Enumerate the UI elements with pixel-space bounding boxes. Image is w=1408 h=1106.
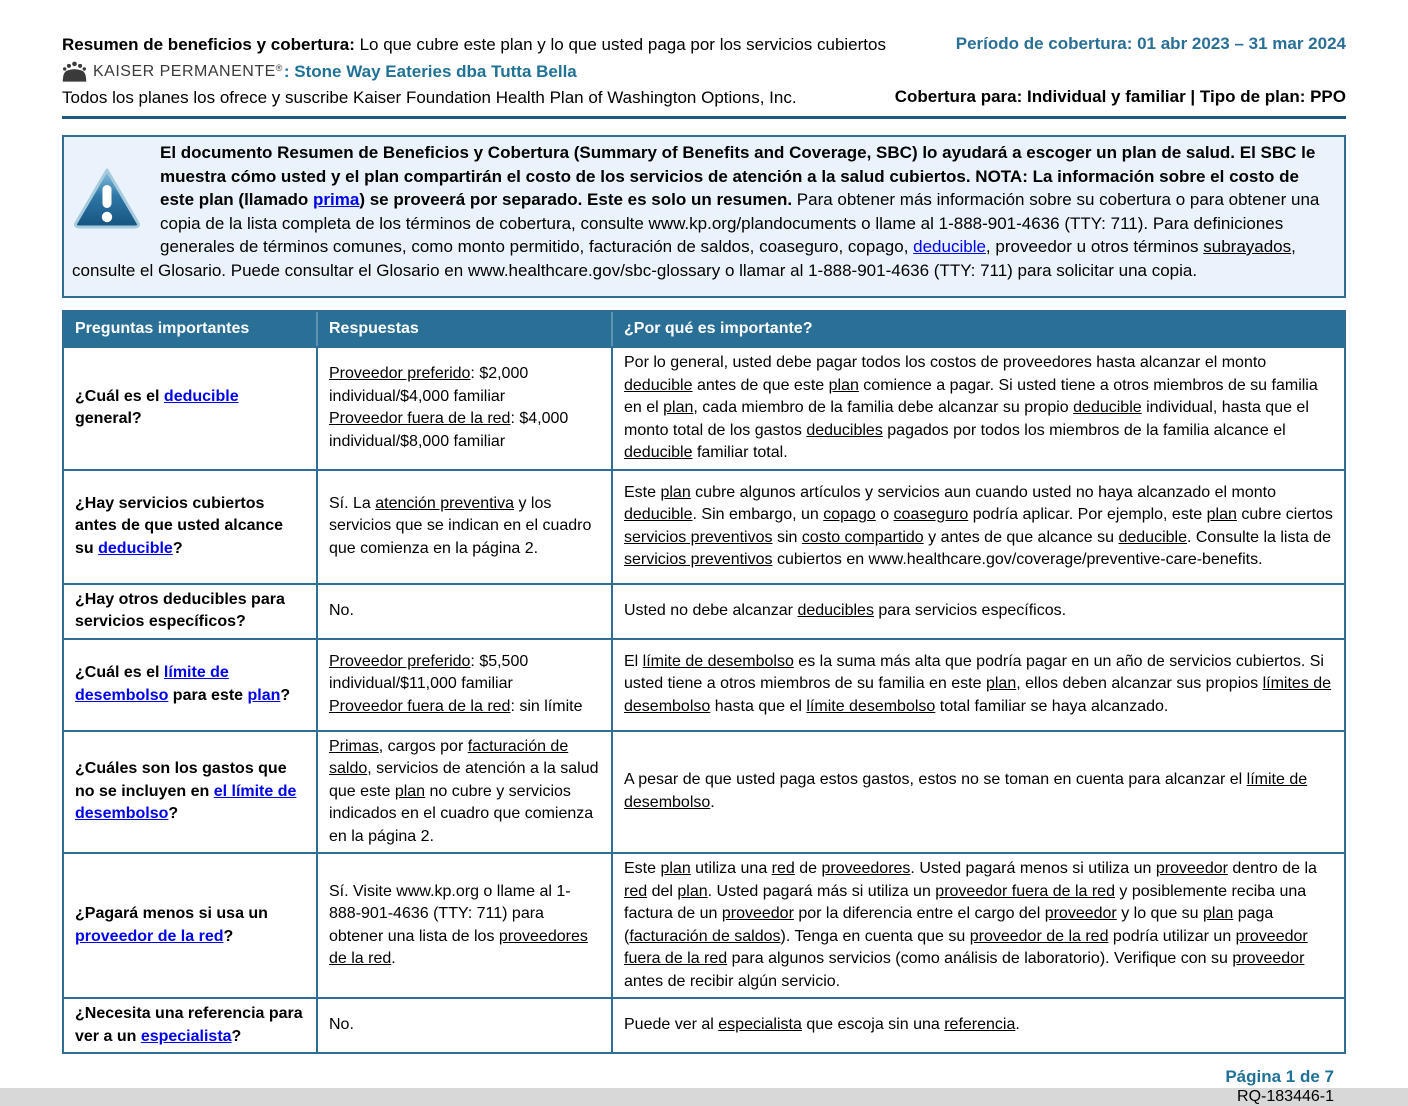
text-segment: facturación de saldo bbox=[329, 737, 569, 777]
text-segment: o bbox=[875, 506, 894, 523]
question-cell bbox=[64, 999, 318, 1052]
glossary-link[interactable]: prima bbox=[313, 190, 360, 209]
text-segment: ¿Cuál es el bbox=[75, 664, 164, 681]
text-segment: para algunos servicios (como análisis de laboratorio). Verifique con su bbox=[727, 950, 1233, 967]
text-segment: cubiertos en www.healthcare.gov/coverage/preventive-care-benefits. bbox=[772, 551, 1263, 568]
header-left bbox=[62, 34, 895, 109]
text-segment: proveedor bbox=[1232, 950, 1305, 967]
text-segment: plan bbox=[660, 860, 691, 877]
text-segment: plan bbox=[828, 376, 859, 394]
column-header-answers: Respuestas bbox=[318, 312, 613, 346]
text-segment: proveedor bbox=[1155, 860, 1228, 877]
text-segment: proveedor de la red bbox=[969, 927, 1109, 945]
answer-cell bbox=[318, 999, 613, 1052]
text-segment: y posiblemente reciba una factura de un bbox=[624, 882, 1307, 922]
text-segment: utiliza una bbox=[690, 860, 772, 877]
text-segment: ¿Cuál es el bbox=[75, 387, 164, 405]
text-segment: ? bbox=[280, 686, 291, 704]
text-segment: Proveedor preferido bbox=[329, 365, 471, 383]
text-segment: plan bbox=[1206, 506, 1237, 523]
table-row bbox=[64, 997, 1344, 1052]
glossary-link[interactable]: límite de desembolso bbox=[75, 664, 229, 704]
text-segment: pagados por todos los miembros de la familia alcance el bbox=[882, 421, 1286, 439]
text-segment: , ellos deben alcanzar sus propios bbox=[1016, 675, 1263, 693]
text-segment: plan bbox=[394, 782, 426, 800]
text-segment: : $5,500 individual/$11,000 familiar bbox=[329, 652, 529, 693]
table-row bbox=[64, 583, 1344, 638]
text-segment: individual, hasta que el monto total de los gastos bbox=[624, 399, 1309, 439]
question-cell bbox=[64, 585, 318, 638]
text-segment: plan bbox=[663, 399, 694, 416]
text-segment: límite desembolso bbox=[806, 697, 936, 715]
answer-cell bbox=[318, 471, 613, 583]
text-segment: proveedor bbox=[1044, 905, 1117, 922]
text-segment: ? bbox=[172, 539, 183, 557]
text-segment: proveedores bbox=[821, 860, 911, 877]
intro-box bbox=[62, 135, 1346, 298]
text-segment: . Consulte la lista de bbox=[1186, 528, 1332, 546]
why-cell bbox=[613, 854, 1344, 997]
text-segment: Para obtener más información sobre su cobertura o para obtener una copia de la lista completa de los términos de cobertura, consulte www.kp.org/plandocuments o llame al 1-888-901-4636 (TTY: 711). Para definiciones generales de términos comunes, como monto permitido, facturación de saldos, coaseguro, copago, bbox=[160, 190, 1320, 256]
text-segment: deducibles bbox=[806, 421, 883, 439]
text-segment: es la suma más alta que podría pagar en un año de servicios cubiertos. Si usted tiene a otros miembros de su familia en este bbox=[624, 652, 1324, 693]
text-segment: para este bbox=[168, 686, 248, 704]
text-segment: plan bbox=[985, 675, 1017, 693]
text-segment: proveedor bbox=[721, 905, 794, 922]
important-questions-table bbox=[62, 310, 1346, 1054]
text-segment: deducible bbox=[624, 506, 693, 523]
text-segment: y antes de que alcance su bbox=[923, 528, 1119, 546]
text-segment: , consulte el Glosario. Puede consultar el Glosario en www.healthcare.gov/sbc-glossary o llamar al 1-888-901-4636 (TTY: 711) para solicitar una copia. bbox=[72, 237, 1296, 280]
text-segment: Este bbox=[624, 483, 661, 501]
text-segment: Proveedor preferido bbox=[329, 652, 471, 670]
text-segment: Sí. La bbox=[329, 494, 376, 512]
glossary-link[interactable]: proveedor de la red bbox=[75, 927, 224, 945]
kaiser-permanente-logo-icon bbox=[62, 61, 87, 83]
text-segment: cubre algunos artículos y servicios aun cuando usted no haya alcanzado el monto bbox=[690, 483, 1276, 501]
question-cell bbox=[64, 471, 318, 583]
text-segment: ? bbox=[223, 927, 234, 945]
text-segment: . Usted pagará menos si utiliza un bbox=[910, 860, 1156, 877]
text-segment: ¿Pagará menos si usa un bbox=[75, 905, 268, 922]
text-segment: del bbox=[647, 882, 678, 900]
text-segment: ¿Hay servicios cubiertos antes de que usted alcance su bbox=[75, 494, 284, 557]
glossary-link[interactable]: deducible bbox=[163, 387, 239, 405]
document-id: RQ-183446-1 bbox=[1237, 1088, 1334, 1105]
text-segment: ¿Hay otros deducibles para servicios específicos? bbox=[75, 590, 285, 630]
text-segment: servicios preventivos bbox=[624, 551, 773, 568]
text-segment: Primas bbox=[329, 737, 379, 755]
document-title-bold: Resumen de beneficios y cobertura: bbox=[62, 35, 355, 54]
text-segment: Por lo general, usted debe pagar todos los costos de proveedores hasta alcanzar el monto bbox=[624, 354, 1267, 371]
text-segment: deducible bbox=[624, 444, 693, 461]
glossary-link[interactable]: especialista bbox=[140, 1027, 232, 1045]
answer-cell bbox=[318, 732, 613, 853]
text-segment: deducibles bbox=[797, 601, 874, 619]
text-segment: Este bbox=[624, 860, 661, 877]
text-segment: sin bbox=[772, 528, 802, 546]
underwriter-line: Todos los planes los ofrece y suscribe Kaiser Foundation Health Plan of Washington Options, Inc. bbox=[62, 88, 797, 107]
text-segment: No. bbox=[329, 601, 354, 619]
text-segment: , cada miembro de la familia debe alcanzar su propio bbox=[693, 399, 1074, 416]
text-segment: copago bbox=[823, 506, 876, 523]
text-segment: Proveedor fuera de la red bbox=[329, 410, 511, 428]
why-cell bbox=[613, 640, 1344, 730]
text-segment: , proveedor u otros términos bbox=[985, 237, 1204, 256]
text-segment: podría utilizar un bbox=[1108, 927, 1236, 945]
table-row bbox=[64, 469, 1344, 583]
text-segment: : sin límite bbox=[510, 697, 583, 715]
why-cell bbox=[613, 471, 1344, 583]
text-segment: límite de desembolso bbox=[624, 771, 1308, 811]
text-segment: deducible bbox=[1118, 528, 1187, 546]
text-segment: familiar total. bbox=[692, 444, 788, 461]
text-segment: límite de desembolso bbox=[642, 652, 794, 670]
text-segment: subrayados bbox=[1203, 237, 1292, 256]
text-segment: . bbox=[710, 793, 715, 811]
text-segment: El bbox=[624, 652, 643, 670]
text-segment: Proveedor fuera de la red bbox=[329, 697, 511, 715]
column-header-why: ¿Por qué es importante? bbox=[624, 320, 813, 337]
question-cell bbox=[64, 854, 318, 997]
question-cell bbox=[64, 640, 318, 730]
text-segment: deducible bbox=[624, 376, 693, 394]
coverage-period: Período de cobertura: 01 abr 2023 – 31 mar 2024 bbox=[955, 34, 1346, 53]
text-segment: paga ( bbox=[624, 905, 1274, 945]
text-segment: total familiar se haya alcanzado. bbox=[935, 697, 1169, 715]
text-segment: Sí. Visite www.kp.org o llame al 1-888-901-4636 (TTY: 711) para obtener una lista de los bbox=[329, 882, 571, 945]
text-segment: de bbox=[794, 860, 822, 877]
why-cell bbox=[613, 585, 1344, 638]
text-segment: y lo que su bbox=[1116, 905, 1204, 922]
text-segment: El documento Resumen de Beneficios y Cobertura (Summary of Benefits and Coverage, SBC) lo ayudará a escoger un plan de salud. El SBC le muestra cómo usted y el plan compartirán el costo de los servicios de atención a la salud cubiertos. NOTA: La información sobre el costo de este plan (llamado bbox=[160, 143, 1316, 209]
page-footer bbox=[62, 1067, 1346, 1106]
column-header-questions: Preguntas importantes bbox=[64, 312, 318, 346]
coverage-for: Cobertura para: Individual y familiar | Tipo de plan: PPO bbox=[894, 87, 1346, 106]
text-segment: antes de que este bbox=[692, 376, 829, 394]
text-segment: y los servicios que se indican en el cuadro que comienza en la página 2. bbox=[329, 494, 592, 557]
text-segment: límites de desembolso bbox=[624, 675, 1332, 715]
why-cell bbox=[613, 732, 1344, 853]
text-segment: ¿Cuáles son los gastos que no se incluyen en bbox=[75, 760, 287, 800]
brand-line bbox=[62, 59, 895, 85]
text-segment: atención preventiva bbox=[375, 494, 515, 512]
text-segment: Puede ver al bbox=[624, 1016, 719, 1034]
text-segment: red bbox=[771, 860, 795, 877]
answer-cell bbox=[318, 348, 613, 469]
text-segment: , cargos por bbox=[378, 737, 468, 755]
text-segment: que escoja sin una bbox=[801, 1016, 945, 1034]
glossary-link[interactable]: plan bbox=[247, 686, 281, 704]
header-divider bbox=[62, 116, 1346, 119]
glossary-link[interactable]: deducible bbox=[98, 539, 173, 557]
text-segment: . bbox=[391, 950, 396, 967]
intro-text bbox=[72, 143, 1319, 280]
header-right bbox=[895, 34, 1346, 109]
text-segment: ¿Necesita una referencia para ver a un bbox=[75, 1005, 303, 1045]
text-segment: . Usted pagará más si utiliza un bbox=[707, 882, 936, 900]
question-cell bbox=[64, 732, 318, 853]
document-title bbox=[62, 34, 895, 56]
table-row bbox=[64, 852, 1344, 997]
document-header bbox=[62, 34, 1346, 109]
page-number: Página 1 de 7 bbox=[1225, 1067, 1334, 1086]
text-segment: . Sin embargo, un bbox=[692, 506, 824, 523]
text-segment: , servicios de atención a la salud que este bbox=[329, 760, 599, 800]
why-cell bbox=[613, 999, 1344, 1052]
text-segment: para servicios específicos. bbox=[873, 601, 1067, 619]
text-segment: : $2,000 individual/$4,000 familiar bbox=[329, 365, 529, 405]
answer-cell bbox=[318, 640, 613, 730]
text-segment: dentro de la bbox=[1227, 860, 1317, 877]
table-header-row bbox=[64, 312, 1344, 346]
text-segment: referencia bbox=[944, 1016, 1016, 1034]
answer-cell bbox=[318, 585, 613, 638]
text-segment: plan bbox=[677, 882, 708, 900]
text-segment: coaseguro bbox=[893, 506, 969, 523]
text-segment: general? bbox=[75, 410, 142, 428]
table-row bbox=[64, 730, 1344, 853]
brand-name: KAISER PERMANENTE® bbox=[93, 63, 283, 80]
text-segment: costo compartido bbox=[801, 528, 924, 546]
text-segment: red bbox=[624, 882, 648, 900]
text-segment: . bbox=[1015, 1016, 1020, 1034]
table-row bbox=[64, 638, 1344, 730]
text-segment: Usted no debe alcanzar bbox=[624, 601, 798, 619]
document-title-rest: Lo que cubre este plan y lo que usted paga por los servicios cubiertos bbox=[354, 35, 886, 54]
glossary-link[interactable]: deducible bbox=[913, 237, 986, 256]
why-cell bbox=[613, 348, 1344, 469]
text-segment: proveedor fuera de la red bbox=[935, 882, 1115, 900]
text-segment: no cubre y servicios indicados en el cuadro que comienza en la página 2. bbox=[329, 782, 594, 845]
text-segment: ). Tenga en cuenta que su bbox=[780, 927, 970, 945]
answer-cell bbox=[318, 854, 613, 997]
text-segment: servicios preventivos bbox=[624, 528, 773, 546]
glossary-link[interactable]: el límite de desembolso bbox=[75, 782, 297, 822]
text-segment: antes de recibir algún servicio. bbox=[624, 972, 841, 990]
text-segment: facturación de saldos bbox=[629, 927, 781, 945]
text-segment: podría aplicar. Por ejemplo, este bbox=[968, 506, 1207, 523]
text-segment: cubre ciertos bbox=[1236, 506, 1333, 523]
text-segment: especialista bbox=[718, 1016, 802, 1034]
plan-sponsor-name: : Stone Way Eateries dba Tutta Bella bbox=[283, 62, 577, 81]
text-segment: : $4,000 individual/$8,000 familiar bbox=[329, 410, 569, 450]
text-segment: deducible bbox=[1073, 399, 1142, 416]
question-cell bbox=[64, 348, 318, 469]
text-segment: hasta que el bbox=[710, 697, 807, 715]
text-segment: comience a pagar. Si usted tiene a otros miembros de su familia en el bbox=[624, 376, 1318, 416]
text-segment: No. bbox=[329, 1016, 354, 1034]
text-segment: plan bbox=[660, 483, 691, 501]
table-row bbox=[64, 346, 1344, 469]
text-segment: proveedor fuera de la red bbox=[624, 927, 1308, 967]
text-segment: plan bbox=[1203, 905, 1234, 922]
warning-icon bbox=[72, 164, 146, 258]
text-segment: ? bbox=[168, 805, 179, 822]
text-segment: proveedores de la red bbox=[329, 927, 588, 967]
registered-mark: ® bbox=[275, 63, 283, 73]
text-segment: ? bbox=[231, 1027, 242, 1045]
text-segment: ) se proveerá por separado. Este es solo un resumen. bbox=[359, 190, 797, 209]
text-segment: A pesar de que usted paga estos gastos, estos no se toman en cuenta para alcanzar el bbox=[624, 771, 1247, 789]
text-segment: por la diferencia entre el cargo del bbox=[793, 905, 1045, 922]
